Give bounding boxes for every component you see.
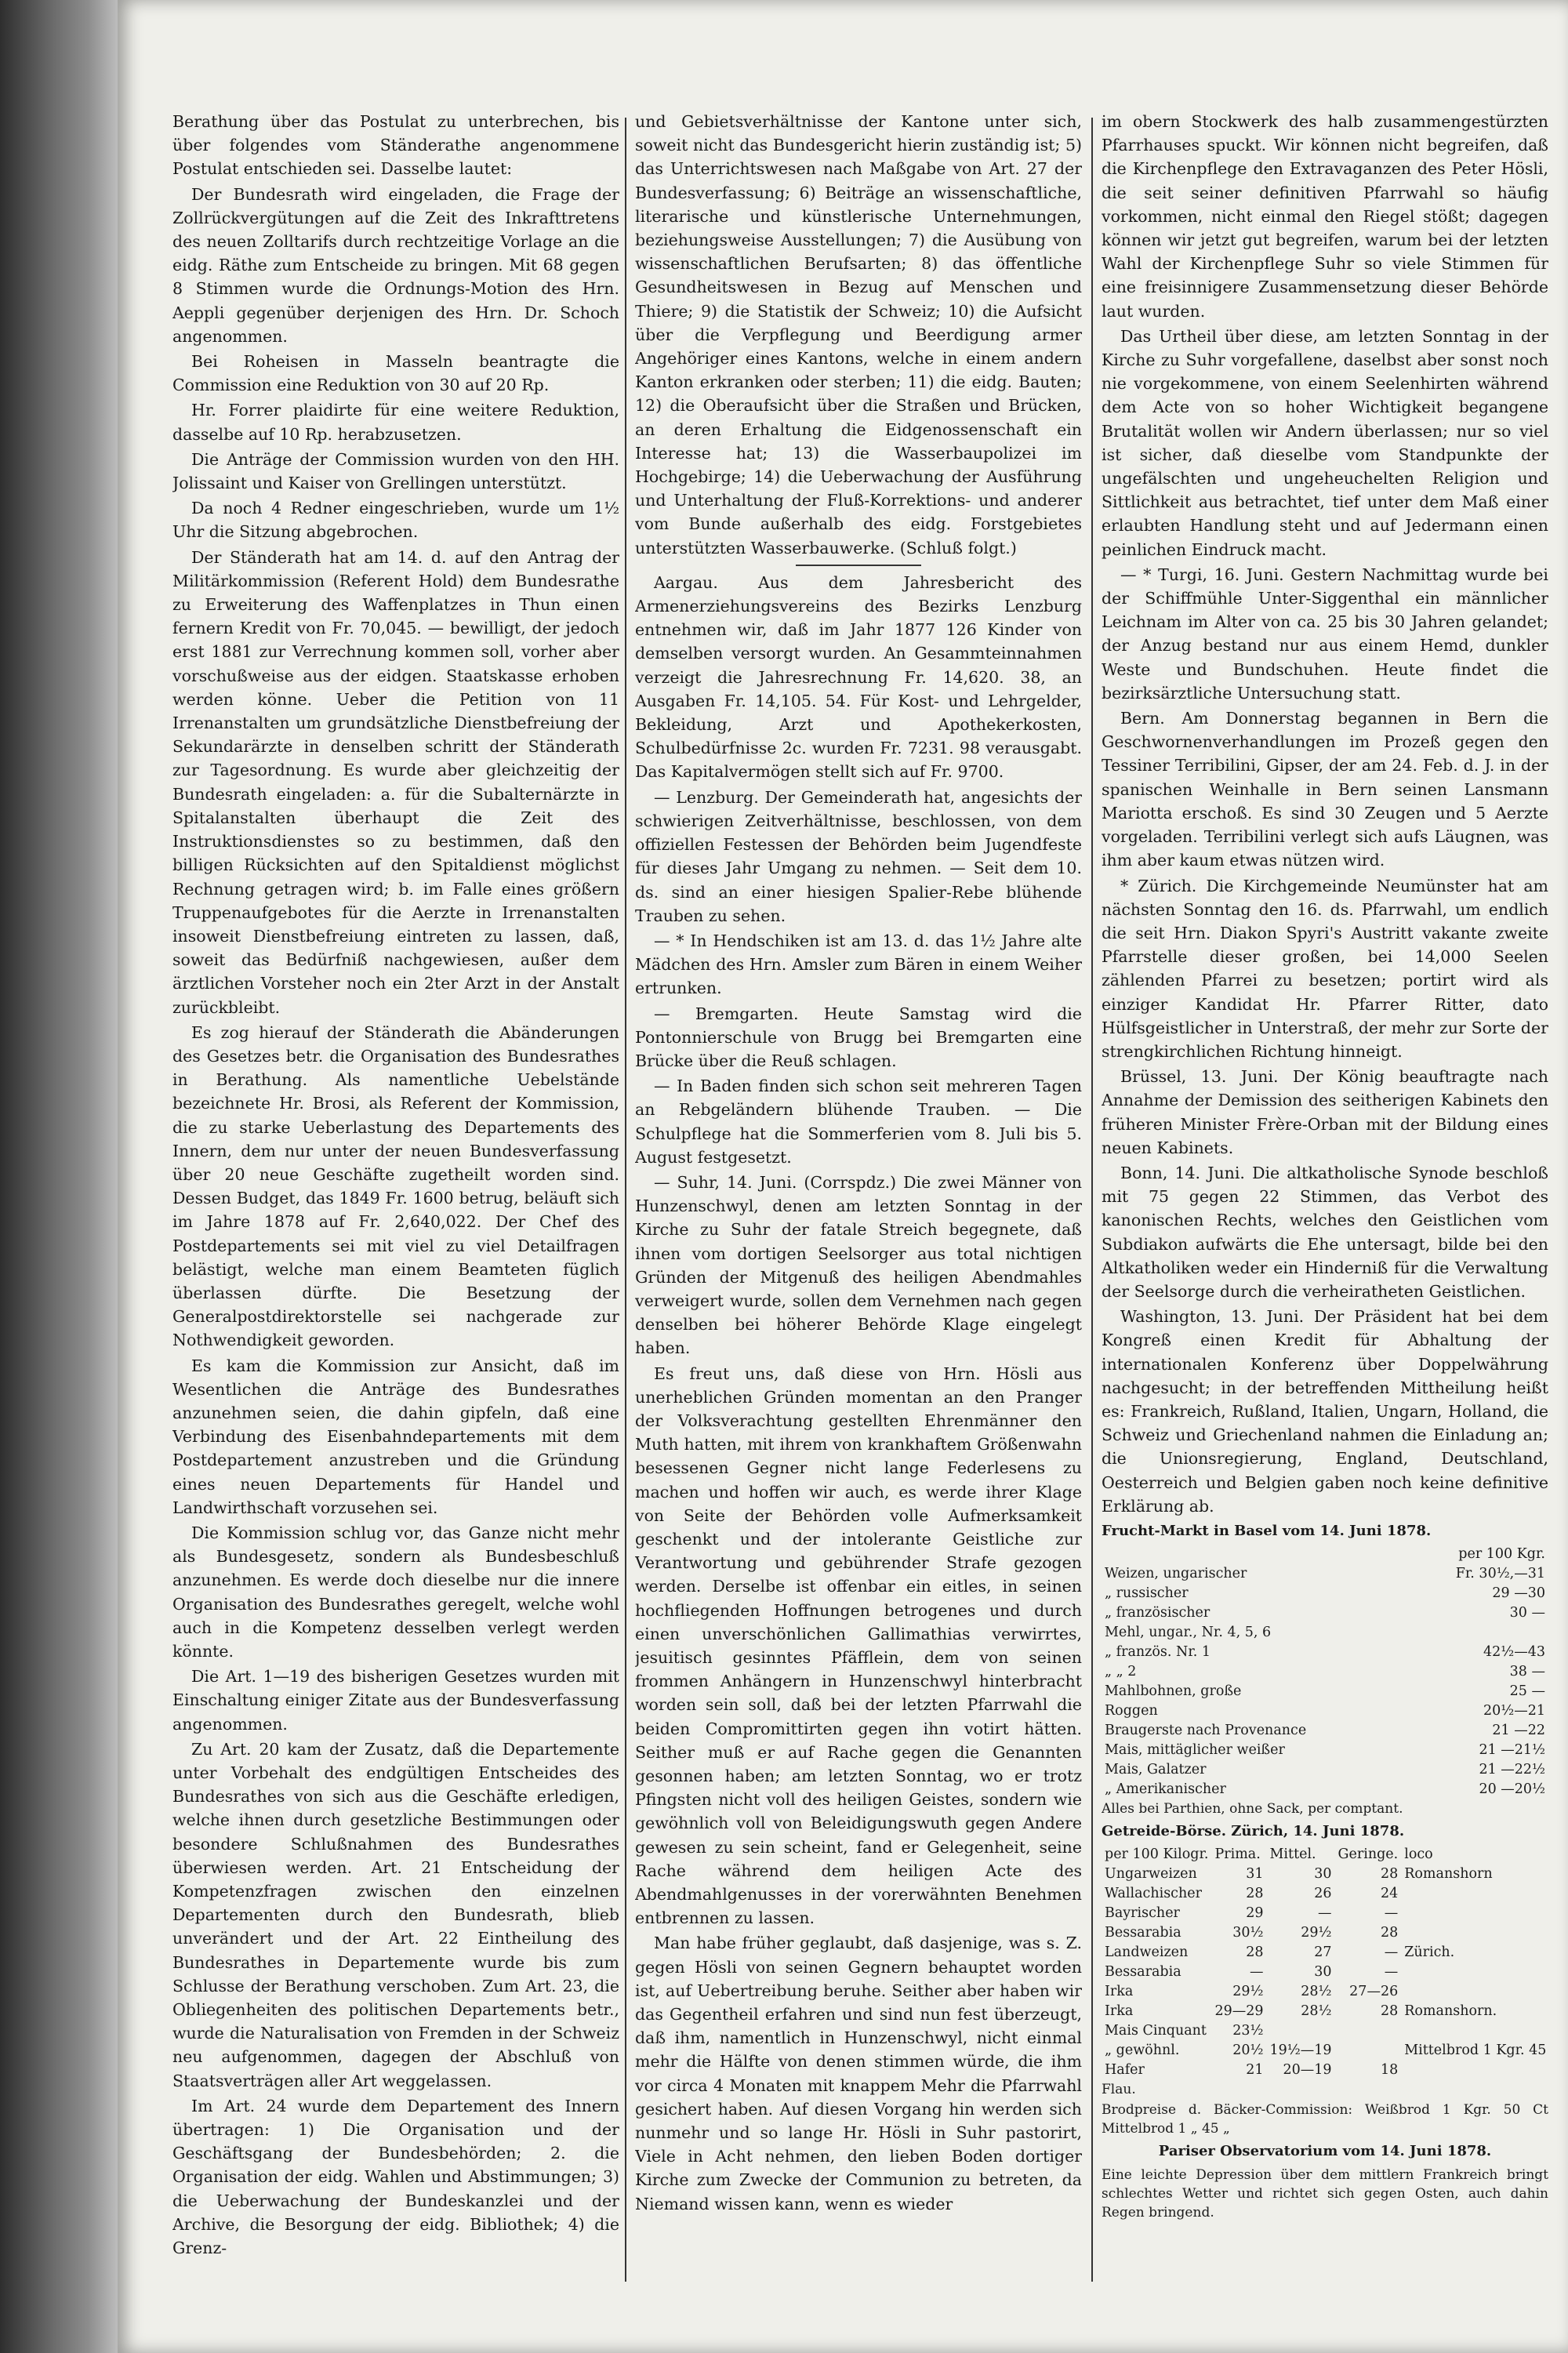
table-cell: Romanshorn. xyxy=(1404,2003,1497,2020)
column-3 xyxy=(1102,110,1548,2297)
table-cell: 30 xyxy=(1314,1866,1332,1883)
article-paragraph: Berathung über das Postulat zu unterbrechen, bis über folgendes vom Ständerathe angenommene Postulat entschieden sei. Dasselbe lautet: xyxy=(172,112,619,179)
basel-market-table xyxy=(1102,1545,1548,1799)
table-cell: Romanshorn xyxy=(1404,1866,1493,1883)
table-cell xyxy=(1267,2021,1335,2041)
article-paragraph: * Zürich. Die Kirchgemeinde Neumünster hat am nächsten Sonntag den 16. ds. Pfarrwahl, um endlich die seit Hrn. Diakon Spyri's Austritt vakante zweite Pfarrstelle dieser großen, bei 14,000 Seelen zählenden Pfarrei zu besetzen; portirt wird als einziger Kandidat Hr. Pfarrer Ritter, dato Hülfsgeistlicher in Unterstraß, der mehr zur Sorte der strengkirchlichen Richtung hinneigt. xyxy=(1102,876,1548,1061)
article-paragraph: Es zog hierauf der Ständerath die Abänderungen des Gesetzes betr. die Organisation des Bundesrathes in Berathung. Als namentliche Uebelstände bezeichnete Hr. Brosi, als Referent der Kommission, die zu starke Ueberlastung des Departements des Innern, dem nur unter der neuen Bundesverfassung über 20 neue Geschäfte zugetheilt worden sind. Dessen Budget, das 1849 Fr. 1600 betrug, beläuft sich im Jahre 1878 auf Fr. 2,640,022. Der Chef des Postdepartements sei mit viel zu viel Detailfragen belästigt, welche man einem Beamteten füglich überlassen dürfte. Die Besetzung der Generalpostdirektorstelle sei nachgerade zur Nothwendigkeit geworden. xyxy=(172,1022,619,1350)
newspaper-page xyxy=(118,0,1568,2353)
table-cell: Bessarabia xyxy=(1105,1964,1181,1981)
table-cell: „ französ. Nr. 1 xyxy=(1105,1644,1211,1661)
table-header-row xyxy=(1102,1845,1548,1865)
table-cell: 28 xyxy=(1246,1886,1264,1902)
table-cell: 27—26 xyxy=(1349,1984,1399,2000)
table-cell xyxy=(1401,2061,1548,2080)
table-row xyxy=(1102,1904,1548,1923)
table-cell: 20—19 xyxy=(1283,2062,1332,2079)
table-cell: Irka xyxy=(1105,1984,1134,2000)
article-paragraph: Zu Art. 20 kam der Zusatz, daß die Departemente unter Vorbehalt des endgültigen Entscheides des Bundesrathes von sich aus die Geschäfte erledigen, welche ihnen durch gesetzliche Bestimmungen oder besondere Schlußnahmen des Bundesrathes überwiesen werden. Art. 21 Entscheidung der Kompetenzfragen zwischen den einzelnen Departementen durch den Bundesrath, blieb unverändert und der Art. 22 Eintheilung des Bundesrathes in Departemente wurde bis zum Schlusse der Berathung verschoben. Zum Art. 23, die Obliegenheiten des politischen Departements betr., wurde die Naturalisation von Fremden in der Schweiz neu aufgenommen, dagegen der Abschluß von Staatsverträgen aller Art weggelassen. xyxy=(172,1739,619,2090)
table-cell: 21 —22 xyxy=(1492,1723,1545,1739)
table-cell: 25 — xyxy=(1509,1683,1545,1700)
table-cell: 29—29 xyxy=(1214,2003,1264,2020)
table-row xyxy=(1102,1923,1548,1943)
column-rule xyxy=(1091,118,1093,2282)
table-cell: 21 —21½ xyxy=(1479,1742,1545,1759)
table-cell: Irka xyxy=(1105,2003,1134,2020)
table-row xyxy=(1102,1662,1548,1682)
article-paragraph: — * Turgi, 16. Juni. Gestern Nachmittag wurde bei der Schiffmühle Unter-Siggenthal ein männlicher Leichnam im Alter von ca. 25 bis 30 Jahren gelandet; der Anzug bestand nur aus einem Hemd, dunkler Weste und Bundschuhen. Heute findet die bezirksärztliche Untersuchung statt. xyxy=(1102,565,1548,703)
table-row xyxy=(1102,1865,1548,1884)
table-row xyxy=(1102,1760,1548,1780)
table-cell: „ „ 2 xyxy=(1105,1664,1137,1680)
table-cell: 20½ xyxy=(1232,2043,1264,2059)
article-paragraph: Im Art. 24 wurde dem Departement des Innern übertragen: 1) Die Organisation und der Geschäftsgang der Bundesbehörden; 2. die Organisation der eidg. Wahlen und Abstimmungen; 3) die Ueberwachung der Bundeskanzlei und der Archive, die Besorgung der eidg. Bibliothek; 4) die Grenz- xyxy=(172,2096,619,2258)
article-paragraph: Die Kommission schlug vor, das Ganze nicht mehr als Bundesgesetz, sondern als Bundesbeschluß anzunehmen. Es werde doch dieselbe nur die innere Organisation des Bundesrathes geregelt, welche wohl auch in die Kompetenz desselben verlegt werden könnte. xyxy=(172,1523,619,1661)
table-cell: „ gewöhnl. xyxy=(1105,2043,1180,2059)
article-paragraph: Washington, 13. Juni. Der Präsident hat bei dem Kongreß einen Kredit für Abhaltung der internationalen Konferenz über Doppelwährung nachgesucht; in der betreffenden Mittheilung heißt es: Frankreich, Rußland, Italien, Ungarn, Holland, die Schweiz und Griechenland nahmen die Einladung an; die Unionsregierung, England, Deutschland, Oesterreich und Belgien gaben noch keine definitive Erklärung ab. xyxy=(1102,1307,1548,1516)
table-cell: 19½—19 xyxy=(1269,2043,1332,2059)
table-cell xyxy=(1401,2021,1548,2041)
article-paragraph: Es kam die Kommission zur Ansicht, daß im Wesentlichen die Anträge des Bundesrathes anzunehmen seien, die dahin gipfeln, daß eine Verbindung des Eisenbahndepartements mit dem Postdepartement anzustreben und die Gründung eines neuen Departements für Handel und Landwirthschaft vorzusehen sei. xyxy=(172,1356,619,1517)
table-row xyxy=(1102,1780,1548,1799)
basel-market-title: Frucht-Markt in Basel vom 14. Juni 1878. xyxy=(1102,1522,1432,1539)
zurich-market-footer: Flau. xyxy=(1102,2082,1136,2098)
table-row xyxy=(1102,2002,1548,2021)
table-cell: 30 — xyxy=(1509,1605,1545,1621)
table-row xyxy=(1102,1643,1548,1662)
table-header-row xyxy=(1102,1545,1548,1564)
table-cell xyxy=(1401,1884,1548,1904)
table-row xyxy=(1102,1982,1548,2002)
table-cell: 18 xyxy=(1380,2062,1399,2079)
table-cell: Landweizen xyxy=(1105,1944,1189,1961)
table-cell: Zürich. xyxy=(1404,1944,1455,1961)
article-paragraph: — Lenzburg. Der Gemeinderath hat, angesichts der schwierigen Zeitverhältnisse, beschlossen, von dem offiziellen Festessen der Behörden beim Jugendfeste für dieses Jahr Umgang zu nehmen. — Seit dem 10. ds. sind an einer hiesigen Spalier-Rebe blühende Trauben zu sehen. xyxy=(635,787,1082,925)
section-separator xyxy=(796,565,921,566)
article-paragraph: Man habe früher geglaubt, daß dasjenige, was s. Z. gegen Hösli von seinen Gegnern behauptet worden ist, auf Uebertreibung beruhe. Seither aber haben wir das Gegentheil erfahren und sind nun fest überzeugt, daß ihm, namentlich in Hunzenschwyl, nicht einmal mehr die Hälfte von denen stimmen würde, die ihm vor circa 4 Monaten mit knappem Mehr die Pfarrwahl gesichert haben. Auf diesen Vorgang hin werden sich nunmehr und so lange Hr. Hösli in Suhr pastorirt, Viele in Acht nehmen, den lieben Boden dortiger Kirche zum Zwecke der Communion zu betreten, da Niemand wissen kann, wenn es wieder xyxy=(635,1934,1082,2213)
table-cell: „ Amerikanischer xyxy=(1105,1781,1226,1798)
table-cell: „ französischer xyxy=(1105,1605,1210,1621)
table-cell: Fr. 30½,—31 xyxy=(1455,1566,1545,1582)
table-cell: Roggen xyxy=(1105,1703,1158,1719)
article-paragraph: Die Art. 1—19 des bisherigen Gesetzes wurden mit Einschaltung einiger Zitate aus der Bundesverfassung angenommen. xyxy=(172,1667,619,1734)
article-paragraph: und Gebietsverhältnisse der Kantone unter sich, soweit nicht das Bundesgericht hierin zuständig ist; 5) das Unterrichtswesen nach Maßgabe von Art. 27 der Bundesverfassung; 6) Beiträge an wissenschaftliche, literarische und künstlerische Unternehmungen, beziehungsweise Ausstellungen; 7) die Ausübung von wissenschaftlichen Berufsarten; 8) das öffentliche Gesundheitswesen in Bezug auf Menschen und Thiere; 9) die Statistik der Schweiz; 10) die Aufsicht über die Verpflegung und Beerdigung armer Angehöriger eines Kantons, welche in einem andern Kanton erkranken oder sterben; 11) die eidg. Bauten; 12) die Oberaufsicht über die Straßen und Brücken, an deren Erhaltung die Eidgenossenschaft ein Interesse hat; 13) die Wasserbaupolizei im Hochgebirge; 14) die Ueberwachung der Ausführung und Unterhaltung der Fluß-Korrektions- und anderer vom Bunde außerhalb des eidg. Forstgebietes unterstützten Wasserbauwerke. (Schluß folgt.) xyxy=(635,112,1082,557)
table-row xyxy=(1102,2061,1548,2080)
article-paragraph: Der Ständerath hat am 14. d. auf den Antrag der Militärkommission (Referent Hold) dem Bundesrathe zu Erweiterung des Waffenplatzes in Thun einen fernern Kredit von Fr. 70,045. — bewilligt, der jedoch erst 1881 zur Verrechnung kommen soll, vorher aber vorschußweise aus der eidgen. Staatskasse erhoben werden könne. Ueber die Petition von 11 Irrenanstalten um grundsätzliche Dienstbefreiung der Sekundarärzte in denselben schritt der Ständerath zur Tagesordnung. Es wurde aber gleichzeitig der Bundesrath eingeladen: a. für die Subalternärzte in Spitalanstalten überhaupt die Zeit des Instruktionsdienstes so zu bestimmen, daß den billigen Rücksichten auf den Spitaldienst möglichst Rechnung getragen wird; b. im Falle eines größern Truppenaufgebotes für die Aerzte in Irrenanstalten insoweit Dienstbefreiung eintreten zu lassen, daß, soweit das Bedürfniß nachgewiesen, außer dem ärztlichen Vorsteher noch ein 2ter Arzt in der Anstalt zurückbleibt. xyxy=(172,547,619,1017)
table-cell: 28 xyxy=(1380,2003,1399,2020)
basel-market-note: Alles bei Parthien, ohne Sack, per comptant. xyxy=(1102,1801,1403,1817)
table-cell: Braugerste nach Provenance xyxy=(1105,1723,1307,1739)
table-cell: 28 xyxy=(1380,1925,1399,1941)
table-cell xyxy=(1401,1963,1548,1982)
book-binding xyxy=(0,0,118,2353)
article-paragraph: Es freut uns, daß diese von Hrn. Hösli aus unerheblichen Gründen momentan an den Pranger der Volksverachtung gestellten Ehrenmänner den Muth hatten, mit ihrem von krankhaftem Größenwahn besessenen Gegner nicht lange Federlesens zu machen und hoffen wir auch, es werde ihrer Klage von Seite der Behörden volle Aufmerksamkeit geschenkt und der intolerante Geistliche zur Verantwortung und gebührender Strafe gezogen werden. Derselbe ist offenbar ein eitles, in seinen hochfliegenden Hoffnungen betrogenes und durch einen unverschönlichen Gallimathias verwirrtes, jesuitisch gesinntes Pfäfflein, dem von seinen frommen Anhängern in Hunzenschwyl hinterbracht worden sein soll, daß bei der letzten Pfarrwahl die beiden Compromittirten gegen ihn votirt hätten. Seither muß er auf Rache gegen die Genannten gesonnen haben; am letzten Sonntag, wo er trotz Pfingsten nicht voll des heiligen Geistes, sondern wie gewöhnlich voll von Beleidigungswuth gegen Andere gewesen zu sein scheint, fand er Gelegenheit, seine Rache während dem heiligen Acte des Abendmahlgenusses in der vorerwähnten Benehmen entbrennen zu lassen. xyxy=(635,1364,1082,1928)
table-row xyxy=(1102,1603,1548,1623)
table-cell: 20½—21 xyxy=(1483,1703,1545,1719)
article-paragraph: Aargau. Aus dem Jahresbericht des Armenerziehungsvereins des Bezirks Lenzburg entnehmen wir, daß im Jahr 1877 126 Kinder von demselben versorgt wurden. An Gesammteinnahmen verzeigt die Jahresrechnung Fr. 14,620. 38, an Ausgaben Fr. 14,105. 54. Für Kost- und Lehrgelder, Bekleidung, Arzt und Apothekerkosten, Schulbedürfnisse 2c. wurden Fr. 7231. 98 verausgabt. Das Kapitalvermögen stellt sich auf Fr. 9700. xyxy=(635,572,1082,782)
table-header-cell: loco xyxy=(1404,1846,1433,1863)
table-cell xyxy=(1401,1904,1548,1923)
bread-prices: Brodpreise d. Bäcker-Commission: Weißbrod 1 Kgr. 50 Ct Mittelbrod 1 „ 45 „ xyxy=(1102,2102,1548,2137)
table-header-cell: Mittel. xyxy=(1269,1846,1316,1863)
table-cell: per 100 Kgr. xyxy=(1458,1546,1545,1563)
table-cell: „ russischer xyxy=(1105,1585,1189,1602)
table-cell: 29 xyxy=(1246,1905,1264,1922)
table-cell: 28½ xyxy=(1301,1984,1332,2000)
table-cell: Weizen, ungarischer xyxy=(1105,1566,1247,1582)
table-cell: Ungarweizen xyxy=(1105,1866,1197,1883)
table-cell: 30 xyxy=(1314,1964,1332,1981)
table-cell: — xyxy=(1318,1905,1332,1922)
zurich-market-title: Getreide-Börse. Zürich, 14. Juni 1878. xyxy=(1102,1823,1405,1840)
table-row xyxy=(1102,1943,1548,1963)
table-cell: 21 —22½ xyxy=(1479,1762,1545,1778)
table-row xyxy=(1102,2021,1548,2041)
table-row xyxy=(1102,1963,1548,1982)
table-cell: 26 xyxy=(1314,1886,1332,1902)
article-paragraph: Das Urtheil über diese, am letzten Sonntag in der Kirche zu Suhr vorgefallene, daselbst aber sonst noch nie vorgekommene, von einem Seelenhirten während dem Acte von so hoher Wichtigkeit begangene Brutalität wollen wir Andern überlassen; nur so viel ist sicher, daß dieselbe vom Standpunkte der ungefälschten und ungeheuchelten Religion und Sittlichkeit aus betrachtet, tief unter dem Maß einer erlaubten Handlung steht und auf Jedermann einen peinlichen Eindruck macht. xyxy=(1102,326,1548,559)
table-row xyxy=(1102,2041,1548,2061)
column-rule xyxy=(625,118,626,2282)
table-header-cell: Geringe. xyxy=(1338,1846,1399,1863)
table-cell xyxy=(1407,1623,1548,1643)
table-cell: 38 — xyxy=(1509,1664,1545,1680)
article-paragraph: Der Bundesrath wird eingeladen, die Frage der Zollrückvergütungen auf die Zeit des Inkrafttretens des neuen Zolltarifs durch rechtzeitige Vorlage an die eidg. Räthe zum Entscheide zu bringen. Mit 68 gegen 8 Stimmen wurde die Ordnungs-Motion des Hrn. Aeppli gegenüber derjenigen des Hrn. Dr. Schoch angenommen. xyxy=(172,184,619,346)
table-cell: Hafer xyxy=(1105,2062,1145,2079)
article-paragraph: Brüssel, 13. Juni. Der König beauftragte nach Annahme der Demission des seitherigen Kabinets den früheren Minister Frère-Orban mit der Bildung eines neuen Kabinets. xyxy=(1102,1067,1548,1157)
table-cell: 31 xyxy=(1246,1866,1264,1883)
table-row xyxy=(1102,1884,1548,1904)
table-cell: Mahlbohnen, große xyxy=(1105,1683,1242,1700)
article-paragraph: — Bremgarten. Heute Samstag wird die Pontonnierschule von Brugg bei Bremgarten eine Brücke über die Reuß schlagen. xyxy=(635,1004,1082,1070)
article-paragraph: Die Anträge der Commission wurden von den HH. Jolissaint und Kaiser von Grellingen unterstützt. xyxy=(172,449,619,493)
article-paragraph: Hr. Forrer plaidirte für eine weitere Reduktion, dasselbe auf 10 Rp. herabzusetzen. xyxy=(172,401,619,444)
table-row xyxy=(1102,1564,1548,1584)
observatory-title: Pariser Observatorium vom 14. Juni 1878. xyxy=(1158,2143,1492,2160)
table-row xyxy=(1102,1741,1548,1760)
table-row xyxy=(1102,1623,1548,1643)
table-cell xyxy=(1335,2041,1402,2061)
table-header-cell: per 100 Kilogr. xyxy=(1105,1846,1209,1863)
table-cell: 27 xyxy=(1314,1944,1332,1961)
article-paragraph: im obern Stockwerk des halb zusammengestürzten Pfarrhauses spuckt. Wir können nicht begreifen, daß die Kirchenpflege den Extravaganzen des Peter Hösli, die seit seiner definitiven Pfarrwahl so häufig vorkommen, nicht einmal den Riegel stößt; dagegen können wir jetzt gut begreifen, warum bei der letzten Wahl der Kirchenpflege Suhr so viele Stimmen für eine freisinnigere Zusammensetzung dieser Behörde laut wurden. xyxy=(1102,112,1548,321)
table-cell: Mittelbrod 1 Kgr. 45 xyxy=(1404,2043,1547,2059)
table-cell: Wallachischer xyxy=(1105,1886,1202,1902)
table-cell: 20 —20½ xyxy=(1479,1781,1545,1798)
article-paragraph: — Suhr, 14. Juni. (Corrspdz.) Die zwei Männer von Hunzenschwyl, denen am letzten Sonntag in der Kirche zu Suhr der fatale Streich begegnete, daß ihnen vom dortigen Seelsorger aus total nichtigen Gründen der Mitgenuß des heiligen Abendmahles verweigert wurde, sollen dem Vernehmen nach gegen denselben bei höherer Behörde Klage eingelegt haben. xyxy=(635,1172,1082,1358)
article-paragraph: Bern. Am Donnerstag begannen in Bern die Geschwornenverhandlungen im Prozeß gegen den Tessiner Terribilini, Gipser, der am 24. Feb. d. J. in der spanischen Weinhalle in Bern seinen Lansmann Mariotta erschoß. Es sind 30 Zeugen und 5 Aerzte vorgeladen. Terribilini verlegt sich aufs Läugnen, was ihm aber kaum etwas nützen wird. xyxy=(1102,709,1548,870)
table-cell: Mehl, ungar., Nr. 4, 5, 6 xyxy=(1105,1625,1272,1641)
column-2 xyxy=(635,110,1082,2297)
table-cell: 30½ xyxy=(1232,1925,1264,1941)
table-header-cell: Prima. xyxy=(1214,1846,1261,1863)
table-cell: — xyxy=(1384,1964,1399,1981)
article-paragraph: Da noch 4 Redner eingeschrieben, wurde um 1½ Uhr die Sitzung abgebrochen. xyxy=(172,499,619,542)
table-row xyxy=(1102,1584,1548,1603)
table-cell: Bessarabia xyxy=(1105,1925,1181,1941)
table-row xyxy=(1102,1701,1548,1721)
table-cell: 28½ xyxy=(1301,2003,1332,2020)
table-cell: 23½ xyxy=(1232,2023,1264,2039)
table-cell: 29½ xyxy=(1232,1984,1264,2000)
table-row xyxy=(1102,1721,1548,1741)
zurich-market-table xyxy=(1102,1845,1548,2080)
table-cell: 29½ xyxy=(1301,1925,1332,1941)
table-cell: Bayrischer xyxy=(1105,1905,1180,1922)
table-row xyxy=(1102,1682,1548,1701)
article-paragraph: — * In Hendschiken ist am 13. d. das 1½ Jahre alte Mädchen des Hrn. Amsler zum Bären in einem Weiher ertrunken. xyxy=(635,931,1082,998)
article-paragraph: Bonn, 14. Juni. Die altkatholische Synode beschloß mit 75 gegen 22 Stimmen, das Verbot des kanonischen Rechts, welches den Geistlichen vom Subdiakon aufwärts die Ehe untersagt, bilde bei den Altkatholiken weder ein Hinderniß für die Verwaltung der Seelsorge durch die verheiratheten Geistlichen. xyxy=(1102,1163,1548,1301)
table-cell: 28 xyxy=(1380,1866,1399,1883)
table-cell: 28 xyxy=(1246,1944,1264,1961)
table-cell: 21 xyxy=(1246,2062,1264,2079)
table-cell: Mais Cinquant xyxy=(1105,2023,1207,2039)
article-paragraph: Bei Roheisen in Masseln beantragte die Commission eine Reduktion von 30 auf 20 Rp. xyxy=(172,352,619,395)
table-cell xyxy=(1335,2021,1402,2041)
table-cell xyxy=(1401,1982,1548,2002)
table-cell: 24 xyxy=(1380,1886,1399,1902)
observatory-text: Eine leichte Depression über dem mittlern Frankreich bringt schlechtes Wetter und richtet sich gegen Osten, auch dahin Regen bringend. xyxy=(1102,2166,1548,2220)
table-cell: 42½—43 xyxy=(1483,1644,1545,1661)
table-cell: 29 —30 xyxy=(1492,1585,1545,1602)
table-cell xyxy=(1401,1923,1548,1943)
table-cell: — xyxy=(1250,1964,1264,1981)
column-1 xyxy=(172,110,619,2297)
article-paragraph: — In Baden finden sich schon seit mehreren Tagen an Rebgeländern blühende Trauben. — Die Schulpflege hat die Sommerferien vom 8. Juli bis 5. August festgesetzt. xyxy=(635,1077,1082,1167)
table-cell: Mais, Galatzer xyxy=(1105,1762,1207,1778)
table-cell: — xyxy=(1384,1905,1399,1922)
table-cell: Mais, mittäglicher weißer xyxy=(1105,1742,1285,1759)
table-cell: — xyxy=(1384,1944,1399,1961)
